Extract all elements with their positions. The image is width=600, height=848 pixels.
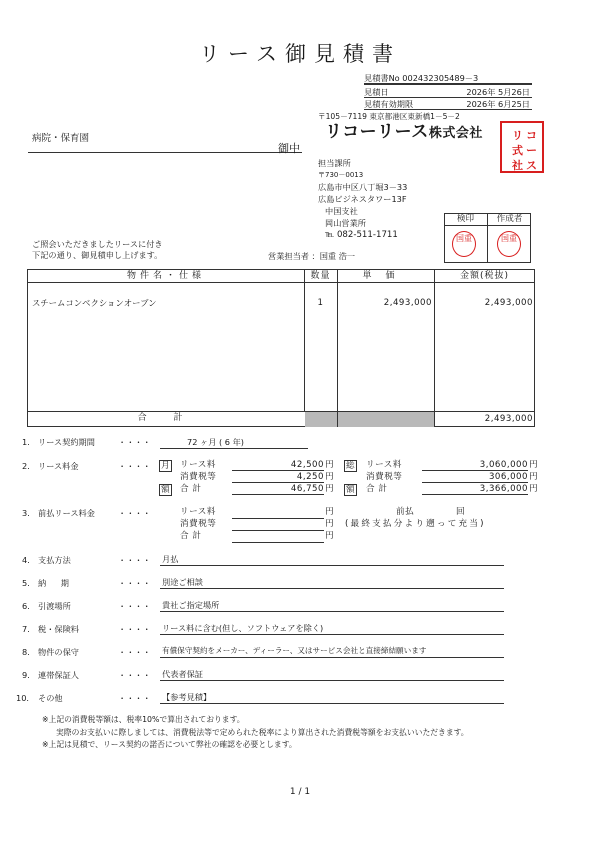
recipient-name: 病院・保育園 — [32, 133, 90, 144]
prepay-lease-label: リース料 — [180, 507, 216, 517]
svg-text:コ: コ — [526, 129, 537, 142]
yen-3: 円 — [325, 484, 335, 494]
cond5-num: 5. — [22, 578, 30, 588]
creator-seal: 国重 — [497, 231, 521, 257]
note-3: ※上記は見積で、リース契約の諾否について弊社の確認を必要とします。 — [42, 740, 297, 749]
cond9-value: 代表者保証 — [162, 669, 203, 679]
company-name-text: リコーリース — [325, 122, 429, 142]
cond6-value: 貴社ご指定場所 — [162, 600, 220, 610]
page-title: リース御見積書 — [199, 42, 401, 66]
cond4-num: 4. — [22, 555, 30, 565]
yen-1: 円 — [325, 460, 335, 470]
cond1-num: 1. — [22, 437, 30, 447]
monthly-lease-value: 42,500 — [232, 461, 324, 471]
cond2-label: リース料金 — [38, 461, 79, 471]
valid-until-label: 見積有効期限 — [364, 99, 414, 109]
total-amount: 2,493,000 — [484, 414, 533, 424]
note-2: 実際のお支払いに際しましては、消費税法等で定められた税率により算出された消費税等額をお支払いいただきます。 — [56, 728, 469, 737]
inspect-seal: 国重 — [452, 231, 476, 257]
yen-4: 円 — [529, 460, 539, 470]
cond5-value: 別途ご相談 — [162, 577, 203, 587]
cond8-label: 物件の保守 — [38, 647, 79, 657]
cond9-num: 9. — [22, 670, 30, 680]
yen-2: 円 — [325, 472, 335, 482]
total-sum-value: 3,366,000 — [422, 485, 528, 495]
cond2-dots: ・・・・ — [118, 461, 151, 471]
monthly-badge: 月 — [161, 461, 170, 471]
total-lease-label: リース料 — [366, 460, 402, 470]
monthly-badge-2: 額 — [161, 485, 170, 495]
estimate-date-value: 2026年 5月26日 — [466, 87, 530, 97]
estimate-number: 見積書No 002432305489－3 — [364, 74, 532, 85]
cond3-dots: ・・・・ — [118, 508, 151, 518]
total-lease-value: 3,060,000 — [422, 461, 528, 471]
cond1-dots: ・・・・ — [118, 437, 151, 447]
inspect-label: 検印 — [456, 214, 475, 224]
prepay-yen-3: 円 — [325, 531, 335, 541]
row-qty: 1 — [317, 298, 324, 308]
svg-text:式: 式 — [512, 144, 523, 157]
seal-stamp-icon — [502, 125, 542, 173]
svg-text:ー: ー — [526, 144, 537, 157]
branch-address-1: 広島市中区八丁堀3－33 — [318, 182, 408, 192]
row-unit-price: 2,493,000 — [383, 298, 432, 308]
cond3-num: 3. — [22, 508, 30, 518]
cond4-label: 支払方法 — [38, 555, 71, 565]
branch-address-2: 広島ビジネスタワー13F — [318, 194, 407, 204]
phone-number: ℡ 082-511-1711 — [325, 230, 398, 240]
cond9-dots: ・・・・ — [118, 670, 151, 680]
cond8-dots: ・・・・ — [118, 647, 151, 657]
cond6-dots: ・・・・ — [118, 601, 151, 611]
monthly-sum-value: 46,750 — [232, 485, 324, 495]
total-badge-2: 額 — [346, 485, 355, 495]
prepay-times-label: 回 — [456, 507, 466, 517]
items-table — [27, 269, 535, 427]
cond7-label: 税・保険料 — [38, 624, 79, 634]
valid-until-row — [364, 100, 532, 110]
company-address: 〒105－7119 東京都港区東新橋1－5－2 — [318, 112, 460, 121]
row-item: スチームコンベクションオーブン — [32, 298, 157, 308]
cond5-label: 納 期 — [38, 578, 75, 588]
yen-6: 円 — [529, 484, 539, 494]
cond6-label: 引渡場所 — [38, 601, 71, 611]
cond7-num: 7. — [22, 624, 30, 634]
col-item-header: 物件名・仕様 — [28, 270, 304, 283]
company-name — [325, 124, 483, 141]
cond4-dots: ・・・・ — [118, 555, 151, 565]
svg-text:ス: ス — [526, 159, 537, 172]
intro-line-2: 下記の通り、御見積申し上げます。 — [32, 250, 163, 260]
cond7-value: リース料に含む(但し、ソフトウェアを除く) — [162, 623, 324, 633]
prepay-note: (最終支払分より遡って充当) — [345, 519, 486, 529]
total-tax-value: 306,000 — [422, 473, 528, 483]
note-1: ※上記の消費税等額は、税率10%で算出されております。 — [42, 715, 245, 724]
dept-label: 担当課所 — [318, 158, 351, 168]
total-label: 合 計 — [137, 413, 195, 423]
svg-text:社: 社 — [512, 159, 523, 172]
branch-postal: 〒730－0013 — [318, 171, 364, 179]
cond8-value: 有償保守契約をメーカー、ディーラー、又はサービス会社と直接締結願います — [162, 646, 427, 655]
cond4-value: 月払 — [162, 554, 179, 564]
valid-until-value: 2026年 6月25日 — [466, 99, 530, 109]
prepay-count-label: 前払 — [396, 507, 415, 517]
prepay-yen-2: 円 — [325, 519, 335, 529]
cond5-dots: ・・・・ — [118, 578, 151, 588]
total-sum-label: 合 計 — [366, 484, 388, 494]
prepay-sum-label: 合 計 — [180, 531, 202, 541]
cond1-value: 72 ヶ月 ( 6 年) — [187, 437, 244, 447]
cond6-num: 6. — [22, 601, 30, 611]
intro-line-1: ご照会いただきましたリースに付き — [32, 239, 163, 249]
row-amount: 2,493,000 — [484, 298, 533, 308]
cond2-num: 2. — [22, 461, 30, 471]
cond10-value: 【参考見積】 — [162, 692, 212, 702]
branch-name: 中国支社 — [325, 206, 358, 216]
sales-rep: 営業担当者 ：国重 浩一 — [268, 251, 356, 261]
cond1-label: リース契約期間 — [38, 437, 95, 447]
prepay-tax-label: 消費税等 — [180, 519, 217, 529]
cond9-label: 連帯保証人 — [38, 670, 79, 680]
estimate-date-label: 見積日 — [364, 87, 389, 97]
monthly-lease-label: リース料 — [180, 460, 216, 470]
page-number: 1 / 1 — [289, 787, 311, 797]
cond10-label: その他 — [38, 693, 63, 703]
col-unit-header: 単価 — [337, 270, 434, 283]
col-qty-header: 数量 — [304, 270, 337, 283]
company-name-suffix: 株式会社 — [428, 126, 483, 141]
cond7-dots: ・・・・ — [118, 624, 151, 634]
cond10-dots: ・・・・ — [118, 693, 151, 703]
cond10-num: 10. — [16, 693, 30, 703]
cond8-num: 8. — [22, 647, 30, 657]
monthly-tax-label: 消費税等 — [180, 472, 217, 482]
company-seal-stamp — [500, 121, 544, 173]
monthly-sum-label: 合 計 — [180, 484, 202, 494]
estimate-date-row — [364, 88, 532, 98]
prepay-yen-1: 円 — [325, 507, 335, 517]
recipient-honorific: 御中 — [278, 142, 300, 155]
office-name: 岡山営業所 — [325, 218, 366, 228]
svg-text:リ: リ — [512, 129, 523, 142]
col-amount-header: 金額(税抜) — [434, 270, 535, 283]
total-badge: 総 — [346, 461, 355, 471]
total-tax-label: 消費税等 — [366, 472, 403, 482]
monthly-tax-value: 4,250 — [232, 473, 324, 483]
yen-5: 円 — [529, 472, 539, 482]
cond3-label: 前払リース料金 — [38, 508, 95, 518]
creator-label: 作成者 — [496, 214, 523, 224]
